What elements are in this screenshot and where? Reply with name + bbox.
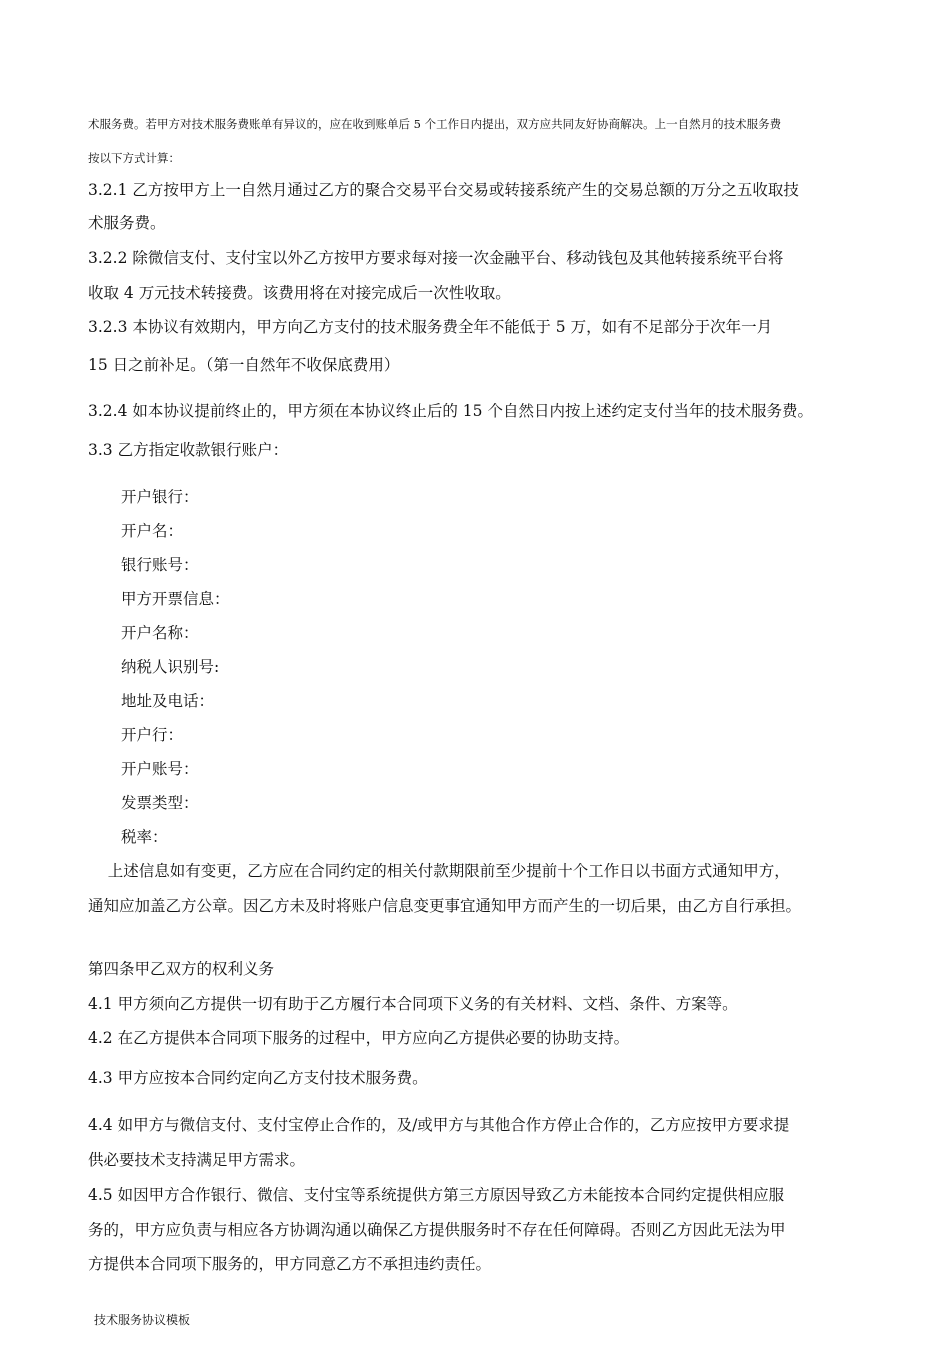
account-field: 甲方开票信息： bbox=[121, 590, 230, 608]
clause-4-1: 4.1 甲方须向乙方提供一切有助于乙方履行本合同项下义务的有关材料、文档、条件、方案等。 bbox=[88, 995, 738, 1013]
clause-4-4-line-2: 供必要技术支持满足甲方需求。 bbox=[88, 1151, 306, 1169]
clause-3-2-1-line-1: 3.2.1 乙方按甲方上一自然月通过乙方的聚合交易平台交易或转接系统产生的交易总额的万分之五收取技 bbox=[88, 181, 799, 199]
account-field: 开户账号： bbox=[121, 760, 199, 778]
section-4-title: 第四条甲乙双方的权利义务 bbox=[88, 960, 275, 978]
account-field: 纳税人识别号: bbox=[121, 658, 220, 676]
intro-line-1: 术服务费。若甲方对技术服务费账单有异议的，应在收到账单后 5 个工作日内提出，双方应共同友好协商解决。上一自然月的技术服务费 bbox=[88, 117, 782, 131]
clause-4-2: 4.2 在乙方提供本合同项下服务的过程中，甲方应向乙方提供必要的协助支持。 bbox=[88, 1029, 630, 1047]
clause-3-2-3-line-1: 3.2.3 本协议有效期内，甲方向乙方支付的技术服务费全年不能低于 5 万，如有不足部分于次年一月 bbox=[88, 318, 773, 336]
account-field: 开户名称： bbox=[121, 624, 199, 642]
clause-3-2-1-line-2: 术服务费。 bbox=[88, 214, 166, 232]
account-field: 开户银行： bbox=[121, 488, 199, 506]
intro-line-2: 按以下方式计算： bbox=[88, 151, 180, 165]
clause-3-2-4: 3.2.4 如本协议提前终止的，甲方须在本协议终止后的 15 个自然日内按上述约定支付当年的技术服务费。 bbox=[88, 402, 813, 420]
clause-4-5-line-2: 务的，甲方应负责与相应各方协调沟通以确保乙方提供服务时不存在任何障碍。否则乙方因此无法为甲 bbox=[88, 1221, 786, 1239]
footer-title: 技术服务协议模板 bbox=[94, 1313, 191, 1327]
notice-line-2: 通知应加盖乙方公章。因乙方未及时将账户信息变更事宜通知甲方而产生的一切后果，由乙方自行承担。 bbox=[88, 897, 802, 915]
clause-4-5-line-3: 方提供本合同项下服务的，甲方同意乙方不承担违约责任。 bbox=[88, 1255, 492, 1273]
clause-3-2-3-line-2: 15 日之前补足。（第一自然年不收保底费用） bbox=[88, 356, 400, 374]
account-field: 银行账号： bbox=[121, 556, 199, 574]
account-field: 税率： bbox=[121, 828, 168, 846]
clause-3-2-2-line-2: 收取 4 万元技术转接费。该费用将在对接完成后一次性收取。 bbox=[88, 284, 511, 302]
clause-3-2-2-line-1: 3.2.2 除微信支付、支付宝以外乙方按甲方要求每对接一次金融平台、移动钱包及其他转接系统平台将 bbox=[88, 249, 784, 267]
clause-4-3: 4.3 甲方应按本合同约定向乙方支付技术服务费。 bbox=[88, 1069, 428, 1087]
clause-4-5-line-1: 4.5 如因甲方合作银行、微信、支付宝等系统提供方第三方原因导致乙方未能按本合同约定提供相应服 bbox=[88, 1186, 785, 1204]
account-field: 开户名： bbox=[121, 522, 184, 540]
account-field: 发票类型： bbox=[121, 794, 199, 812]
account-field: 地址及电话： bbox=[121, 692, 215, 710]
account-field: 开户行： bbox=[121, 726, 184, 744]
clause-3-3: 3.3 乙方指定收款银行账户： bbox=[88, 441, 289, 459]
clause-4-4-line-1: 4.4 如甲方与微信支付、支付宝停止合作的，及/或甲方与其他合作方停止合作的，乙方应按甲方要求提 bbox=[88, 1116, 790, 1134]
notice-line-1: 上述信息如有变更，乙方应在合同约定的相关付款期限前至少提前十个工作日以书面方式通知甲方， bbox=[88, 862, 790, 880]
